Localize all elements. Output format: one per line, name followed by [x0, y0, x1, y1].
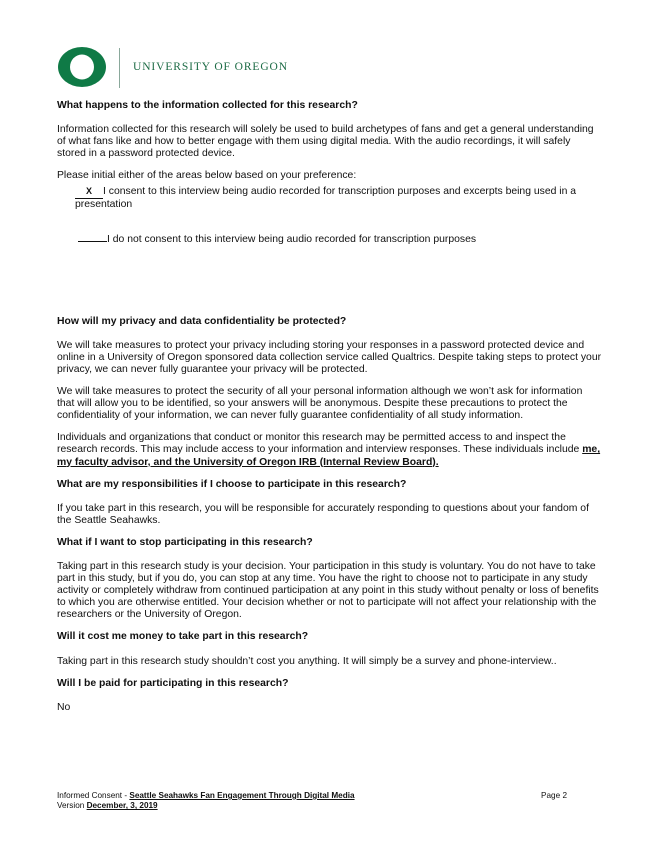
consent-option-yes [75, 186, 602, 211]
paragraph-privacy-3 [57, 432, 602, 468]
initial-blank-yes[interactable]: X [75, 187, 103, 199]
paragraph-cost: Taking part in this research study shouldn’t cost you anything. It will simply be a survey and phone-interview.. [57, 655, 557, 667]
heading-privacy: How will my privacy and data confidentiality be protected? [57, 315, 347, 327]
paragraph-privacy-2: We will take measures to protect the security of all your personal information although we won’t ask for information that will allow you to be identified, so your answers will be anonymous. Despite these precautions to protect the confidentiality of your information, we can never fully guarantee confidentiality of all study information. [57, 386, 583, 422]
page-footer [57, 791, 567, 811]
logo-divider [119, 48, 120, 88]
heading-payment: Will I be paid for participating in this research? [57, 677, 289, 689]
heading-responsibilities: What are my responsibilities if I choose to participate in this research? [57, 478, 407, 490]
institution-name: UNIVERSITY OF OREGON [133, 61, 288, 73]
consent-option-no [78, 230, 602, 246]
initial-instruction: Please initial either of the areas below based on your preference: [57, 170, 357, 182]
footer-version-date: December, 3, 2019 [86, 801, 158, 810]
consent-yes-text: I consent to this interview being audio recorded for transcription purposes and excerpts being used in a presentation [75, 186, 577, 211]
footer-version-label: Version [57, 801, 87, 810]
footer-study-title: Seattle Seahawks Fan Engagement Through Digital Media [129, 791, 355, 800]
paragraph-stop-participating: Taking part in this research study is your decision. Your participation in this study is voluntary. You do not have to take part in this study, but if you do, you can stop at any time. You have the right to choose not to participate in any study activity or completely withdraw from continued participation at any point in this study without penalty or loss of benefits to which you are otherwise entitled. Your decision whether or not to participate will not affect your relationship with the researchers or the University of Oregon. [57, 560, 599, 621]
initial-blank-no[interactable] [78, 230, 107, 242]
paragraph-information-use: Information collected for this research will solely be used to build archetypes of fans and get a general understanding of what fans like and how to better engage with them using digital media. With the audio recordings, it will safely stored in a password protected device. [57, 124, 594, 160]
footer-consent-label: Informed Consent - [57, 791, 130, 800]
heading-cost: Will it cost me money to take part in this research? [57, 631, 309, 643]
privacy-3-text: Individuals and organizations that conduct or monitor this research may be permitted access to and inspect the research records. This may include access to your information and interview responses. These individuals include [57, 432, 583, 456]
footer-study-line [57, 791, 567, 801]
university-of-oregon-o-logo-icon [57, 46, 107, 88]
privacy-3-access-list: me, my faculty advisor, and the University of Oregon IRB (Internal Review Board). [57, 444, 601, 468]
consent-no-text: I do not consent to this interview being audio recorded for transcription purposes [107, 233, 477, 245]
footer-version-line [57, 801, 567, 811]
heading-information-use: What happens to the information collected for this research? [57, 100, 358, 111]
heading-stop-participating: What if I want to stop participating in this research? [57, 536, 313, 548]
paragraph-privacy-1: We will take measures to protect your privacy including storing your responses in a password protected device and online in a University of Oregon sponsored data collection service called Qualtrics. Despite taking steps to protect your privacy, we can never fully guarantee your privacy will be protected. [57, 339, 602, 375]
page-number: Page 2 [541, 791, 567, 800]
paragraph-responsibilities: If you take part in this research, you will be responsible for accurately responding to questions about your fandom of the Seattle Seahawks. [57, 502, 589, 526]
document-body [57, 100, 602, 724]
paragraph-payment: No [57, 701, 71, 713]
